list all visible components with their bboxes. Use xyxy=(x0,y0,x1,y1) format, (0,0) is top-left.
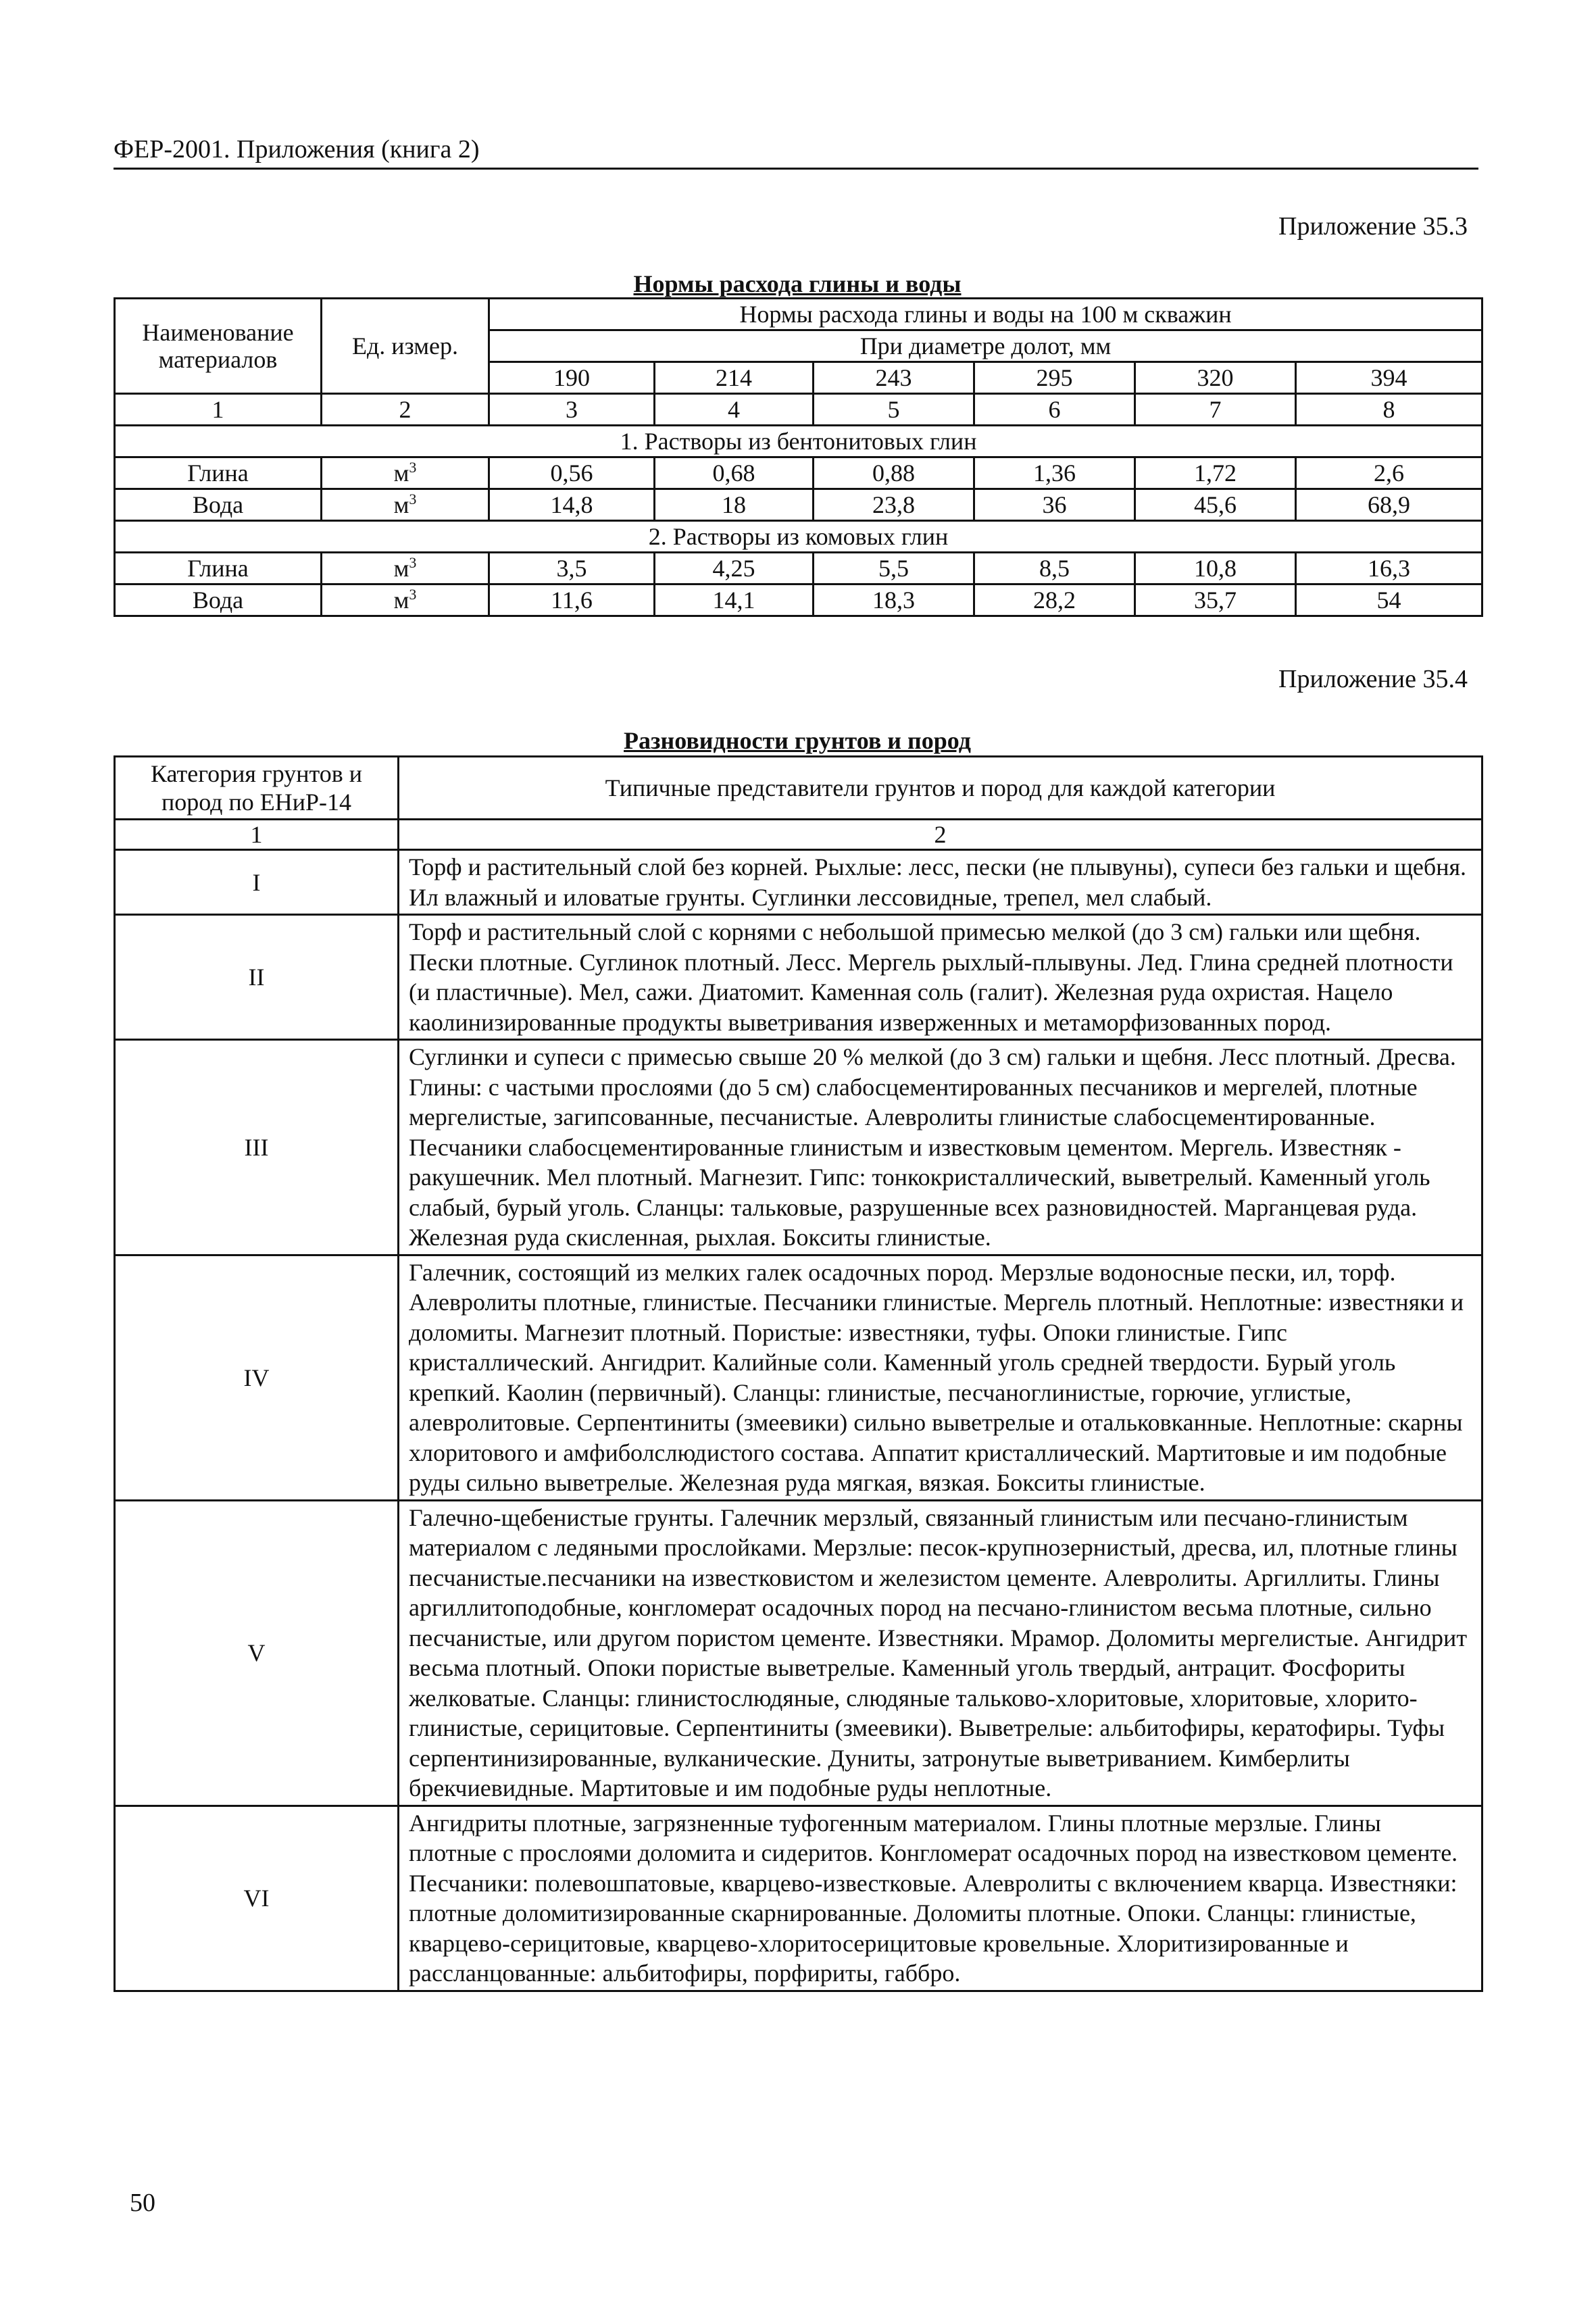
section-title: 1. Растворы из бентонитовых глин xyxy=(115,426,1482,457)
norm-value: 18 xyxy=(655,489,814,521)
norm-value: 54 xyxy=(1296,584,1482,616)
description-cell: Ангидриты плотные, загрязненные туфогенным материалом. Глины плотные мерзлые. Глины плотные с прослоями доломита и сидеритов. Конгломерат осадочных пород на известковом цементе. Песчаники: полевошпатовые, кварцево-известковые. Алевролиты с включением кварца. Известняки: плотные доломитизированные скарнированные. Доломиты плотные. Опоки. Сланцы: глинистые, кварцево-серицитовые, кварцево-хлоритосерицитовые кровельные. Хлоритизированные и рассланцованные: альбитофиры, порфириты, габбро. xyxy=(399,1806,1482,1991)
running-header: ФЕР-2001. Приложения (книга 2) xyxy=(114,134,1478,170)
column-number: 1 xyxy=(115,394,322,426)
col-header-name: Наименование материалов xyxy=(115,299,322,394)
column-number: 2 xyxy=(322,394,489,426)
column-number: 6 xyxy=(974,394,1135,426)
category-cell: I xyxy=(115,850,399,915)
category-cell: VI xyxy=(115,1806,399,1991)
norm-value: 23,8 xyxy=(814,489,974,521)
description-cell: Торф и растительный слой без корней. Рыхлые: лесс, пески (не плывуны), супеси без гальки и щебня. Ил влажный и иловатые грунты. Суглинки лессовидные, трепел, мел слабый. xyxy=(399,850,1482,915)
norm-value: 14,8 xyxy=(489,489,655,521)
description-cell: Торф и растительный слой с корнями с небольшой примесью мелкой (до 3 см) гальки или щебня. Пески плотные. Суглинок плотный. Лесс. Мергель рыхлый-плывуны. Лед. Глина средней плотности (и пластичные). Мел, сажи. Диатомит. Каменная соль (галит). Железная руда охристая. Нацело каолинизированные продукты выветривания изверженных и метаморфизованных пород. xyxy=(399,915,1482,1040)
unit-cell xyxy=(322,553,489,584)
column-number: 1 xyxy=(115,820,399,850)
description-cell: Галечно-щебенистые грунты. Галечник мерзлый, связанный глинистым или песчано-глинистым материалом с ледяными прослойками. Мерзлые: песок-крупнозернистый, дресва, ил, плотные глины песчанистые.песчаники на известковистом и железистом цементе. Алевролиты. Аргиллиты. Глины аргиллитоподобные, конгломерат осадочных пород на песчано-глинистом весьма плотные, сильно песчанистые, или другом пористом цементе. Известняки. Мрамор. Доломиты мергелистые. Ангидрит весьма плотный. Опоки пористые выветрелые. Каменный уголь твердый, антрацит. Фосфориты желковатые. Сланцы: глинистослюдяные, слюдяные тальково-хлоритовые, хлоритовые, хлорито-глинистые, серицитовые. Серпентиниты (змеевики). Выветрелые: альбитофиры, кератофиры. Туфы серпентинизированные, вулканические. Дуниты, затронутые выветриванием. Кимберлиты брекчиевидные. Мартитовые и им подобные руды неплотные. xyxy=(399,1500,1482,1806)
unit-superscript: 3 xyxy=(409,586,417,603)
table-row xyxy=(115,1255,1482,1500)
norm-value: 4,25 xyxy=(655,553,814,584)
norm-value: 0,88 xyxy=(814,457,974,489)
norm-value: 10,8 xyxy=(1135,553,1296,584)
category-cell: III xyxy=(115,1040,399,1255)
unit-superscript: 3 xyxy=(409,491,417,507)
appendix-35-3-label: Приложение 35.3 xyxy=(1278,212,1468,241)
table-row xyxy=(115,915,1482,1040)
column-number: 3 xyxy=(489,394,655,426)
category-cell: V xyxy=(115,1500,399,1806)
norm-value: 1,72 xyxy=(1135,457,1296,489)
unit-superscript: 3 xyxy=(409,554,417,571)
diameter-header: 295 xyxy=(974,362,1135,394)
unit: м xyxy=(393,587,409,614)
table-row xyxy=(115,584,1482,616)
clay-water-norms-table xyxy=(114,297,1483,617)
soil-categories-table xyxy=(114,755,1483,1992)
unit: м xyxy=(393,459,409,487)
column-number: 7 xyxy=(1135,394,1296,426)
norm-value: 2,6 xyxy=(1296,457,1482,489)
category-cell: IV xyxy=(115,1255,399,1500)
norm-value: 18,3 xyxy=(814,584,974,616)
norm-value: 68,9 xyxy=(1296,489,1482,521)
norm-value: 0,56 xyxy=(489,457,655,489)
unit-cell xyxy=(322,584,489,616)
table-row xyxy=(115,1500,1482,1806)
norm-value: 3,5 xyxy=(489,553,655,584)
material-name: Вода xyxy=(115,489,322,521)
column-number: 8 xyxy=(1296,394,1482,426)
table-1-title: Нормы расхода глины и воды xyxy=(633,270,962,297)
table-row xyxy=(115,457,1482,489)
norm-value: 28,2 xyxy=(974,584,1135,616)
column-number: 4 xyxy=(655,394,814,426)
section-title: 2. Растворы из комовых глин xyxy=(115,521,1482,553)
appendix-35-4-label: Приложение 35.4 xyxy=(1278,665,1468,693)
norm-value: 0,68 xyxy=(655,457,814,489)
column-number: 5 xyxy=(814,394,974,426)
table-2-title: Разновидности грунтов и пород xyxy=(624,727,971,754)
col-header-norms: Нормы расхода глины и воды на 100 м скважин xyxy=(489,299,1482,330)
col-header-description: Типичные представители грунтов и пород для каждой категории xyxy=(399,757,1482,820)
table-row xyxy=(115,553,1482,584)
table-row xyxy=(115,489,1482,521)
col-header-diameter: При диаметре долот, мм xyxy=(489,330,1482,362)
norm-value: 45,6 xyxy=(1135,489,1296,521)
diameter-header: 190 xyxy=(489,362,655,394)
description-cell: Суглинки и супеси с примесью свыше 20 % мелкой (до 3 см) гальки и щебня. Лесс плотный. Дресва. Глины: с частыми прослоями (до 5 см) слабосцементированных песчаников и мергелей, плотные мергелистые, загипсованные, песчанистые. Алевролиты глинистые слабосцементированные. Песчаники слабосцементированные глинистым и известковым цементом. Мергель. Известняк - ракушечник. Мел плотный. Магнезит. Гипс: тонкокристаллический, выветрелый. Каменный уголь слабый, бурый уголь. Сланцы: тальковые, разрушенные всех разновидностей. Марганцевая руда. Железная руда скисленная, рыхлая. Бокситы глинистые. xyxy=(399,1040,1482,1255)
norm-value: 5,5 xyxy=(814,553,974,584)
unit-superscript: 3 xyxy=(409,459,417,476)
category-cell: II xyxy=(115,915,399,1040)
norm-value: 1,36 xyxy=(974,457,1135,489)
diameter-header: 320 xyxy=(1135,362,1296,394)
norm-value: 11,6 xyxy=(489,584,655,616)
material-name: Глина xyxy=(115,553,322,584)
description-cell: Галечник, состоящий из мелких галек осадочных пород. Мерзлые водоносные пески, ил, торф. Алевролиты плотные, глинистые. Песчаники глинистые. Мергель плотный. Неплотные: известняки и доломиты. Магнезит плотный. Пористые: известняки, туфы. Опоки глинистые. Гипс кристаллический. Ангидрит. Калийные соли. Каменный уголь средней твердости. Бурый уголь крепкий. Каолин (первичный). Сланцы: глинистые, песчаноглинистые, горючие, углистые, алевролитовые. Серпентиниты (змеевики) сильно выветрелые и отальковканные. Неплотные: скарны хлоритового и амфиболслюдистого состава. Аппатит кристаллический. Мартитовые и им подобные руды сильно выветрелые. Железная руда мягкая, вязкая. Бокситы глинистые. xyxy=(399,1255,1482,1500)
unit: м xyxy=(393,555,409,582)
material-name: Вода xyxy=(115,584,322,616)
page-number: 50 xyxy=(130,2189,155,2217)
table-row xyxy=(115,850,1482,915)
norm-value: 35,7 xyxy=(1135,584,1296,616)
norm-value: 36 xyxy=(974,489,1135,521)
unit-cell xyxy=(322,489,489,521)
table-row xyxy=(115,1040,1482,1255)
unit-cell xyxy=(322,457,489,489)
table-row xyxy=(115,1806,1482,1991)
column-number: 2 xyxy=(399,820,1482,850)
norm-value: 14,1 xyxy=(655,584,814,616)
col-header-category: Категория грунтов и пород по ЕНиР-14 xyxy=(115,757,399,820)
diameter-header: 243 xyxy=(814,362,974,394)
norm-value: 8,5 xyxy=(974,553,1135,584)
diameter-header: 394 xyxy=(1296,362,1482,394)
norm-value: 16,3 xyxy=(1296,553,1482,584)
col-header-unit: Ед. измер. xyxy=(322,299,489,394)
unit: м xyxy=(393,491,409,518)
material-name: Глина xyxy=(115,457,322,489)
diameter-header: 214 xyxy=(655,362,814,394)
